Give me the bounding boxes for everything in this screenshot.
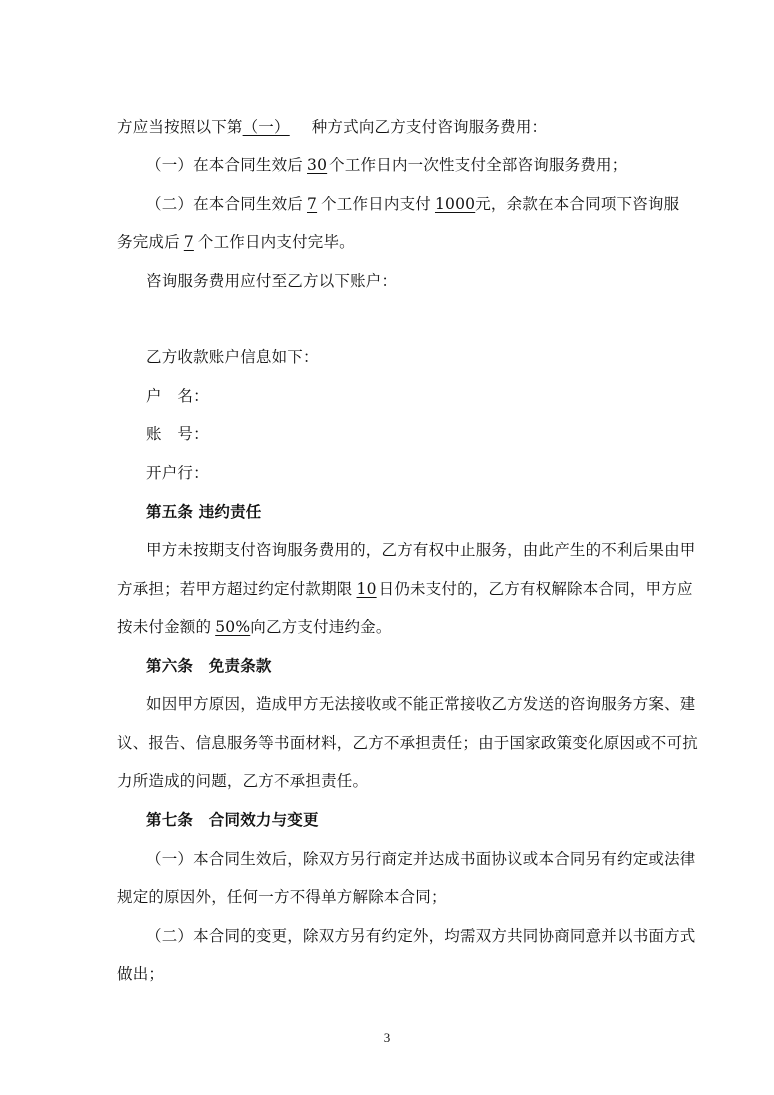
account-name-label: 户 名： bbox=[146, 387, 209, 405]
bank-label: 开户行： bbox=[146, 464, 209, 482]
percent-field: 50% bbox=[215, 618, 251, 636]
option-2-line-1: （二）在本合同生效后 7 个工作日内支付 1000元，余款在本合同项下咨询服 bbox=[146, 195, 680, 213]
article-6-title: 第六条 免责条款 bbox=[146, 656, 272, 675]
article-5-paragraph-line-2: 方承担；若甲方超过约定付款期限 10 日仍未支付的，乙方有权解除本合同，甲方应 bbox=[117, 580, 693, 598]
text: 种方式向乙方支付咨询服务费用： bbox=[311, 118, 548, 136]
option-1-line: （一）在本合同生效后 30 个工作日内一次性支付全部咨询服务费用； bbox=[146, 156, 628, 174]
days-field: 7 bbox=[183, 233, 194, 251]
days-field: 10 bbox=[356, 580, 377, 598]
article-6-paragraph-line-1: 如因甲方原因，造成甲方无法接收或不能正常接收乙方发送的咨询服务方案、建 bbox=[146, 695, 696, 713]
account-info-heading: 乙方收款账户信息如下： bbox=[146, 348, 319, 366]
payment-method-line bbox=[117, 117, 547, 137]
article-7-clause-1-line-2: 规定的原因外，任何一方不得单方解除本合同； bbox=[117, 888, 447, 906]
article-7-clause-1-line-1: （一）本合同生效后，除双方另行商定并达成书面协议或本合同另有约定或法律 bbox=[146, 850, 696, 868]
article-6-paragraph-line-2: 议、报告、信息服务等书面材料，乙方不承担责任；由于国家政策变化原因或不可抗 bbox=[117, 734, 698, 752]
days-field: 30 bbox=[307, 156, 328, 174]
account-number-label: 账 号： bbox=[146, 425, 209, 443]
payment-choice-field: （一） bbox=[242, 118, 290, 136]
text: 方应当按照以下第 bbox=[117, 118, 243, 136]
article-7-title: 第七条 合同效力与变更 bbox=[146, 810, 319, 829]
article-5-paragraph-line-3: 按未付金额的 50%向乙方支付违约金。 bbox=[117, 618, 392, 636]
article-7-clause-2-line-2: 做出； bbox=[117, 965, 165, 983]
amount-field: 1000 bbox=[434, 195, 476, 213]
article-6-paragraph-line-3: 力所造成的问题，乙方不承担责任。 bbox=[117, 772, 369, 790]
page-number: 3 bbox=[383, 1030, 391, 1045]
account-intro: 咨询服务费用应付至乙方以下账户： bbox=[146, 272, 398, 290]
option-2-line-2: 务完成后 7 个工作日内支付完毕。 bbox=[117, 233, 355, 251]
article-5-paragraph-line-1: 甲方未按期支付咨询服务费用的，乙方有权中止服务，由此产生的不利后果由甲 bbox=[146, 541, 696, 559]
article-7-clause-2-line-1: （二）本合同的变更，除双方另有约定外，均需双方共同协商同意并以书面方式 bbox=[146, 927, 696, 945]
days-field: 7 bbox=[307, 195, 318, 213]
article-5-title: 第五条 违约责任 bbox=[146, 502, 262, 521]
